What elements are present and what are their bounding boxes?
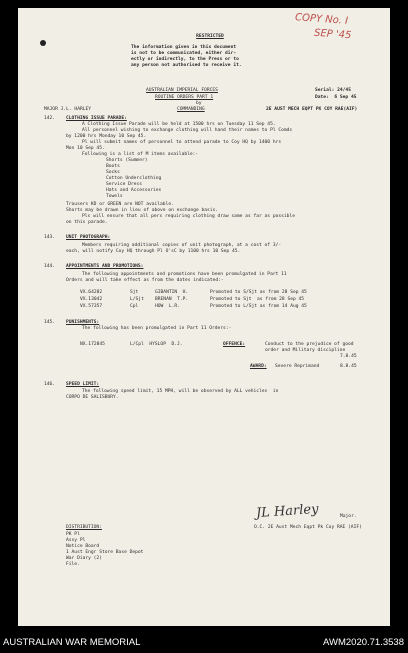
item-text: A Clothing Issue Parade will be held at 1500 hrs on Tuesday 11 Sep 45. xyxy=(82,122,276,127)
commanding-label: COMMANDING xyxy=(177,107,205,112)
promotion-name: BRENAN T.P. xyxy=(155,297,189,302)
serial-number: Serial: 24/45 xyxy=(315,88,351,93)
award-label: AWARD: xyxy=(250,364,267,369)
unit-name: 2E AUST MECH EQPT PK COY RAE(AIF) xyxy=(266,107,358,112)
item-text: The following appointments and promotions have been promulgated in Part 11 xyxy=(82,272,287,277)
item-text: Following is a list of M items available:- xyxy=(82,152,199,157)
promotion-rank: Cpl xyxy=(130,304,139,309)
item-text: The following speed limit, 15 MPH, will be observed by ALL vehicles in xyxy=(82,389,279,394)
routine-orders-heading: ROUTINE ORDERS PART 1 xyxy=(155,95,214,100)
award-date: 8.8.45 xyxy=(340,364,357,369)
clothing-note: Trousers KD or GREEN are NOT available. xyxy=(66,202,174,207)
promotion-name: HOW L.R. xyxy=(155,304,180,309)
restricted-line: any person not authorised to receive it. xyxy=(131,63,242,68)
distribution-item: PK Pl xyxy=(66,532,80,537)
promotion-rank: L/Sjt xyxy=(130,297,144,302)
promotion-rank: Sjt xyxy=(130,290,139,295)
offence-date: 7.8.45 xyxy=(340,354,357,359)
item-title: CLOTHING ISSUE PARADE: xyxy=(66,116,127,121)
award-text: Severe Reprimand xyxy=(275,364,320,369)
offence-text: order and Military discipline xyxy=(265,348,346,353)
clothing-note: Pls will ensure that all pers requiring clothing draw same as far as possible xyxy=(82,214,295,219)
offence-text: Conduct to the prejudice of good xyxy=(265,342,354,347)
punch-hole-icon xyxy=(40,40,46,46)
item-text: Members requiring additional copies of unit photograph, at a cost of 3/- xyxy=(82,243,282,248)
clothing-list-item: Shorts (Summer) xyxy=(106,158,148,163)
item-text: each, will notify Coy HQ through Pl O'sC by 1100 hrs 10 Sep 45. xyxy=(66,249,241,254)
punishment-service-number: NX.172845 xyxy=(80,342,105,347)
item-text: Orders and will take effect as from the dates indicated:- xyxy=(66,278,224,283)
item-text: CORPO DE SALISBURY. xyxy=(66,395,119,400)
force-heading: AUSTRALIAN IMPERIAL FORCES xyxy=(146,88,218,93)
item-title: SPEED LIMIT: xyxy=(66,382,100,387)
promotion-detail: Promoted to L/Sjt as from 14 Aug 45 xyxy=(210,304,307,309)
document-page xyxy=(18,8,390,626)
promotion-service-number: VX.13042 xyxy=(80,297,103,302)
footer-credit: AUSTRALIAN WAR MEMORIAL xyxy=(3,637,141,648)
clothing-list-item: Socks xyxy=(106,170,120,175)
footer-accession-number: AWM2020.71.3538 xyxy=(323,637,404,648)
handwritten-signature: JL Harley xyxy=(255,501,319,522)
promotion-detail: Promoted to Sjt as from 28 Sep 45 xyxy=(210,297,305,302)
distribution-item: 1 Aust Engr Store Base Depot xyxy=(66,550,144,555)
signature-rank: Major. xyxy=(340,514,357,519)
copy-number-annotation: COPY No. I xyxy=(294,12,349,27)
clothing-list-item: Boots xyxy=(106,164,120,169)
clothing-list-item: Cotton Underclothing xyxy=(106,176,162,181)
item-title: PUNISHMENTS: xyxy=(66,320,100,325)
item-text: Mon 10 Sep 45. xyxy=(66,146,105,151)
item-number: 145. xyxy=(44,320,56,325)
officer-name: MAJOR J.L. HARLEY xyxy=(44,107,92,112)
restricted-line: ectly or indirectly, to the Press or to xyxy=(131,57,239,62)
item-title: APPOINTMENTS AND PROMOTIONS: xyxy=(66,264,144,269)
signature-block: O.C. 2E Aust Mech Eqpt Pk Coy RAE (AIF) xyxy=(254,525,362,530)
promotion-detail: Promoted to S/Sjt as from 28 Sep 45 xyxy=(210,290,307,295)
clothing-list-item: Towels xyxy=(106,194,123,199)
promotion-service-number: VX.57357 xyxy=(80,304,103,309)
distribution-item: War Diary (2) xyxy=(66,556,102,561)
clothing-list-item: Hats and Accessories xyxy=(106,188,162,193)
promotion-service-number: VX.64282 xyxy=(80,290,103,295)
distribution-item: File. xyxy=(66,562,80,567)
item-text: The following has been promulgated in Part 11 Orders:- xyxy=(82,326,232,331)
item-text: by 1200 hrs Monday 10 Sep 45. xyxy=(66,134,147,139)
distribution-item: Notice Board xyxy=(66,544,100,549)
restricted-line: is not to be communicated, either dir- xyxy=(131,51,237,56)
order-date: Date: 6 Sep 45 xyxy=(315,95,357,100)
item-text: All personnel wishing to exchange clothing will hand their names to Pl Comds xyxy=(82,128,293,133)
item-text: Pl will submit names of personnel to attend parade to Coy HQ by 1400 hrs xyxy=(82,140,282,145)
clothing-note: on this parade. xyxy=(66,220,108,225)
item-number: 144. xyxy=(44,264,56,269)
distribution-title: DISTRIBUTION: xyxy=(66,525,102,530)
date-annotation: SEP '45 xyxy=(313,27,352,42)
promotion-name: GIBANTIN H. xyxy=(155,290,189,295)
by-label: by xyxy=(196,101,202,106)
item-number: 143. xyxy=(44,235,56,240)
punishment-rank-name: L/Cpl HYSLOP D.J. xyxy=(130,342,183,347)
item-title: UNIT PHOTOGRAPH: xyxy=(66,235,111,240)
restricted-line: The information given in this document xyxy=(131,45,237,50)
clothing-note: Shorts may be drawn in lieu of above on exchange basis. xyxy=(66,208,219,213)
item-number: 146. xyxy=(44,382,56,387)
clothing-list-item: Service Dress xyxy=(106,182,142,187)
offence-label: OFFENCE: xyxy=(223,342,246,347)
distribution-item: Assy Pl xyxy=(66,538,86,543)
item-number: 142. xyxy=(44,116,56,121)
restricted-heading: RESTRICTED xyxy=(196,34,224,39)
